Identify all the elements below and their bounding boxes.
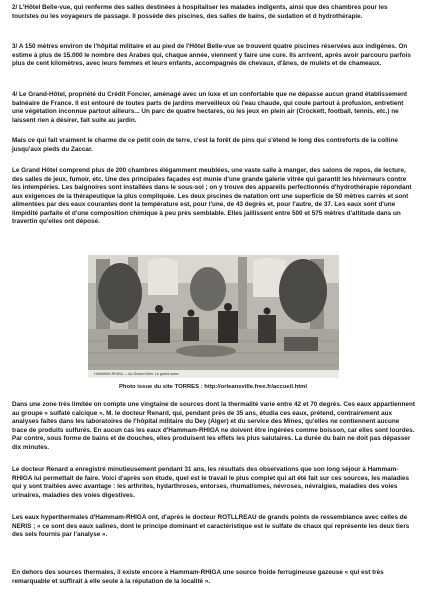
photo-credit-link[interactable]: Photo issue du site TORRES : http://orleansville.free.fr/accueil.html [118, 384, 308, 390]
paragraph-docteur-renard: Le docteur Renard a enregistré minutieusement pendant 31 ans, les résultats des observations que son long séjour à Hammam-RHIGA lui permettait de faire. Voici d'après son étude, quel est le travail le plus complet qui ait été fait sur ces sources, les maladies qui y sont traitées avec avantage : les arthrites, hydarthroses, entorses, rhumatismes, névroses, névralgies, maladies des voies urinaires, maladies des voies digestives. [12, 466, 410, 499]
paragraph-piscines-indigenes: 3/ A 150 mètres environ de l'hôpital militaire et au pied de l'Hôtel Belle-vue se trouvent quatre piscines réservées aux indigènes. On estime à plus de 15.000 le nombre des Arabes qui, chaque année, viennent y faire une cure. Ils arrivent, après avoir parcouru parfois plus de cent kilomètres, avec leurs femmes et leurs enfants, accompagnés de chevaux, d'ânes, de mulets et de chameaux. [12, 43, 411, 68]
paragraph-grand-hotel-chambres: Le Grand Hôtel comprend plus de 200 chambres élégamment meublées, une vaste salle à manger, des salons de repos, de lecture, des salles de jeux, fumoir, etc. Une des principales façades est munie d'une grande galerie vitrée qui garantit les hiverneurs contre les intempéries. Les baignoires sont installées dans le sous-sol ; on y trouve des appareils perfectionnés d'hydrothérapie répondant aux exigences de la thérapeutique la plus compliquée. Les deux piscines de natation ont une superficie de 50 mètres carrés et sont alimentées par des eaux courantes dont la température est, pour l'une, de 43 degrés et, pour l'autre, de 37. Les eaux sont d'une limpidité parfaite et d'une composition chimique à peu près semblable. Elles jaillissent entre 500 et 575 mètres d'altitude dans un travertin qu'elles ont déposé. [12, 167, 412, 226]
paragraph-foret-de-pins: Mais ce qui fait vraiment le charme de ce petit coin de terre, c'est la forêt de pins qui s'étend le long des contreforts de la colline jusqu'aux pieds du Zaccar. [12, 137, 398, 153]
photo-caption: HAMMAM-RHIGA — Au Grand Hôtel. Le grand salon [88, 370, 339, 378]
paragraph-grand-hotel: 4/ Le Grand-Hôtel, propriété du Crédit Foncier, aménagé avec un luxe et un confortable que ne dépasse aucun grand établissement balnéaire de France. Il est entouré de toutes parts de jardins merveilleux où l'eau chaude, qui coule partout à profusion, entretient une végétation inconnue partout ailleurs... Un parc de quatre hectares, où les jeux en plein air (Crockett, football, tennis, etc.) ne laissent rien à désirer, fait suite au jardin. [12, 91, 408, 124]
photo-illustration [88, 255, 339, 378]
paragraph-eaux-hyperthermales: Les eaux hyperthermales d'Hammam-RHIGA ont, d'après le docteur ROTLLREAU de grands points de ressemblance avec celles de NERIS ; « ce sont des eaux salines, dont le principe dominant et caractéristique est le sulfate de chaux qui représente les deux tiers des sels fournis par l'analyse ». [12, 514, 410, 539]
paragraph-sources-thermales: Dans une zone très limitée on compte une vingtaine de sources dont la thermalité varie entre 42 et 70 degrés. Ces eaux appartiennent au groupe « sulfaté calcique ». M. le docteur Renard, qui, pendant près de 35 ans, étudia ces eaux, prétend, contrairement aux analyses faites dans les laboratoires de l'hôpital militaire du Dey (Alger) et du service des Mines, qu'elles ne contiennent aucune trace de produits sulfurés. En aucun cas les eaux d'Hammam-RHIGA ne doivent être ingérées comme boisson, car elles sont lourdes. Par contre, sous forme de bains et de douches, elles produisent les effets les plus salutaires. La durée du bain ne doit pas dépasser dix minutes. [12, 401, 415, 451]
paragraph-hotel-belle-vue: 2/ L'Hôtel Belle-vue, qui renferme des salles destinées à hospitaliser les malades indigents, ainsi que des chambres pour les touristes ou les voyageurs de passage. Il possède des piscines, des salles de bains, de sudation et d hydrothérapie. [12, 4, 388, 20]
paragraph-source-froide: En dehors des sources thermales, il existe encore à Hammam-RHIGA une source froide ferrugineuse gazeuse « qui est très remarquable et suffirait à elle seule à la réputation de la localité ». [12, 569, 384, 585]
grand-salon-photo [88, 255, 339, 378]
